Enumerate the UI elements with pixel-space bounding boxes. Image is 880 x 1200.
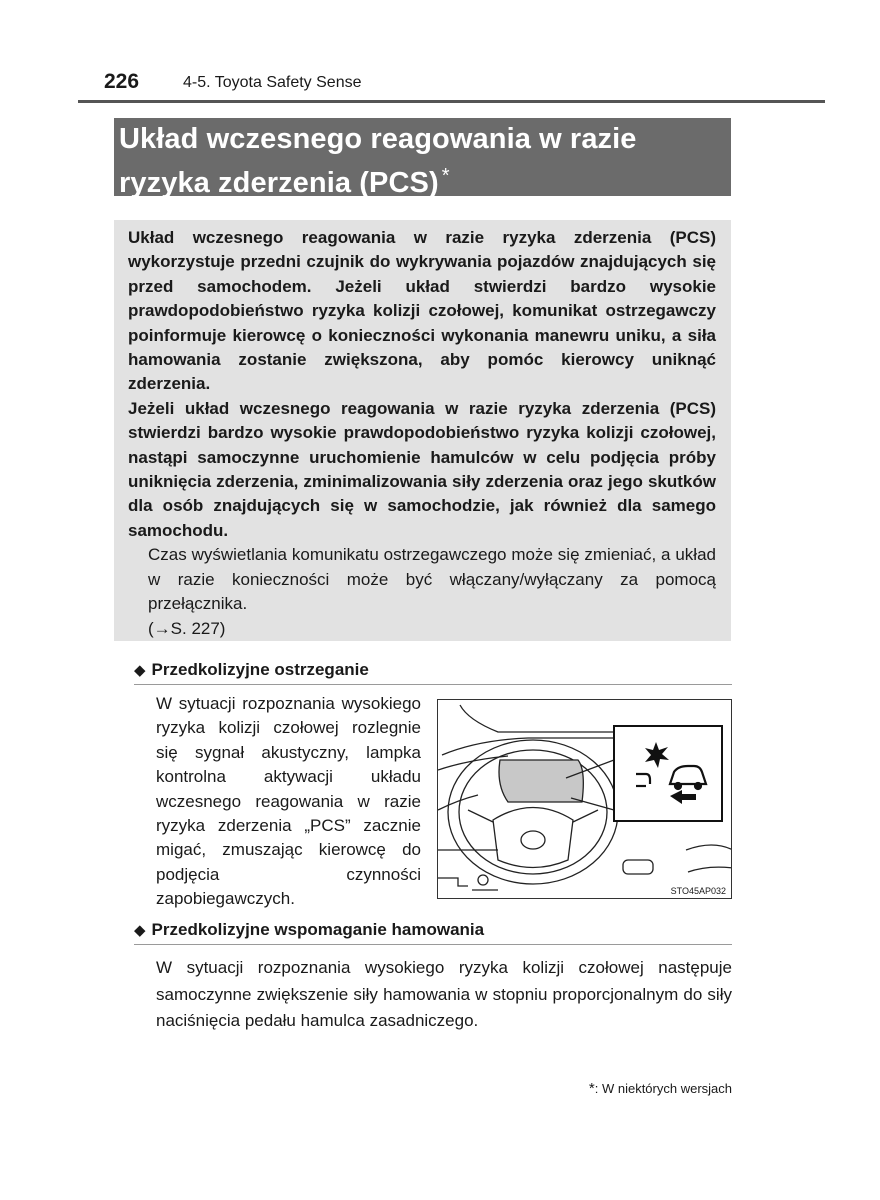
meter-display-highlight <box>499 760 583 802</box>
intro-paragraph-2: Jeżeli układ wczesnego reagowania w razie ryzyka zderzenia (PCS) stwierdzi bardzo wysokie prawdopodobieństwo ryzyka kolizji czołowej, nastąpi samoczynne uruchomienie hamulców w celu podjęcia próby uniknięcia zderzenia, zminimalizowania siły zderzenia oraz jego skutków dla osób znajdujących się w samochodzie, jak również dla samego samochodu. <box>128 398 716 540</box>
dashboard-illustration <box>437 699 732 899</box>
page-reference-link[interactable]: (→S. 227) <box>148 618 226 638</box>
title-line-2-text: ryzyka zderzenia (PCS) <box>119 167 439 199</box>
page-number: 226 <box>104 70 140 93</box>
footnote <box>589 1080 732 1097</box>
section-heading-brake-assist <box>134 920 732 945</box>
section-label: 4-5. Toyota Safety Sense <box>183 74 362 91</box>
header-divider <box>78 100 825 103</box>
section-heading-warning-text: Przedkolizyjne ostrzeganie <box>151 660 369 679</box>
figure-code: STO45AP032 <box>670 886 726 896</box>
diamond-bullet-icon: ◆ <box>134 662 146 679</box>
page-title <box>114 118 731 199</box>
brake-assist-description: W sytuacji rozpoznania wysokiego ryzyka kolizji czołowej następuje samoczynne zwiększenie siły hamowania w stopniu proporcjonalnym do siły naciśnięcia pedału hamulca zasadniczego. <box>156 958 732 1030</box>
title-asterisk: * <box>441 165 450 187</box>
diamond-bullet-icon: ◆ <box>134 922 146 939</box>
footnote-text: : W niektórych wersjach <box>594 1081 732 1096</box>
footnote-asterisk: * <box>588 1080 595 1097</box>
warning-description: W sytuacji rozpoznania wysokiego ryzyka kolizji czołowej rozlegnie się sygnał akustyczny, lampka kontrolna aktywacji układu wczesnego reagowania w razie ryzyka zderzenia „PCS” zacznie migać, zmuszając kierowcę do podjęcia czynności zapobiegawczych. <box>156 694 421 909</box>
intro-note: Czas wyświetlania komunikatu ostrzegawczego może się zmieniać, a układ w razie konieczności może być włączany/wyłączany za pomocą przełącznika. <box>148 545 716 614</box>
intro-paragraph-1: Układ wczesnego reagowania w razie ryzyka zderzenia (PCS) wykorzystuje przedni czujnik do wykrywania pojazdów znajdujących się przed samochodem. Jeżeli układ stwierdzi bardzo wysokie prawdopodobieństwo ryzyka kolizji czołowej, komunikat ostrzegawczy poinformuje kierowcę o konieczności wykonania manewru uniku, a siła hamowania zostanie zwiększona, aby pomóc kierowcy uniknąć zderzenia. <box>128 228 716 394</box>
pcs-warning-callout <box>614 726 722 821</box>
title-line-1: Układ wczesnego reagowania w razie <box>119 123 637 155</box>
section-heading-brake-assist-text: Przedkolizyjne wspomaganie hamowania <box>151 920 485 939</box>
title-line-2 <box>119 158 731 202</box>
intro-box <box>114 220 731 641</box>
dashboard-drawing <box>438 700 732 899</box>
section-heading-warning <box>134 660 732 685</box>
